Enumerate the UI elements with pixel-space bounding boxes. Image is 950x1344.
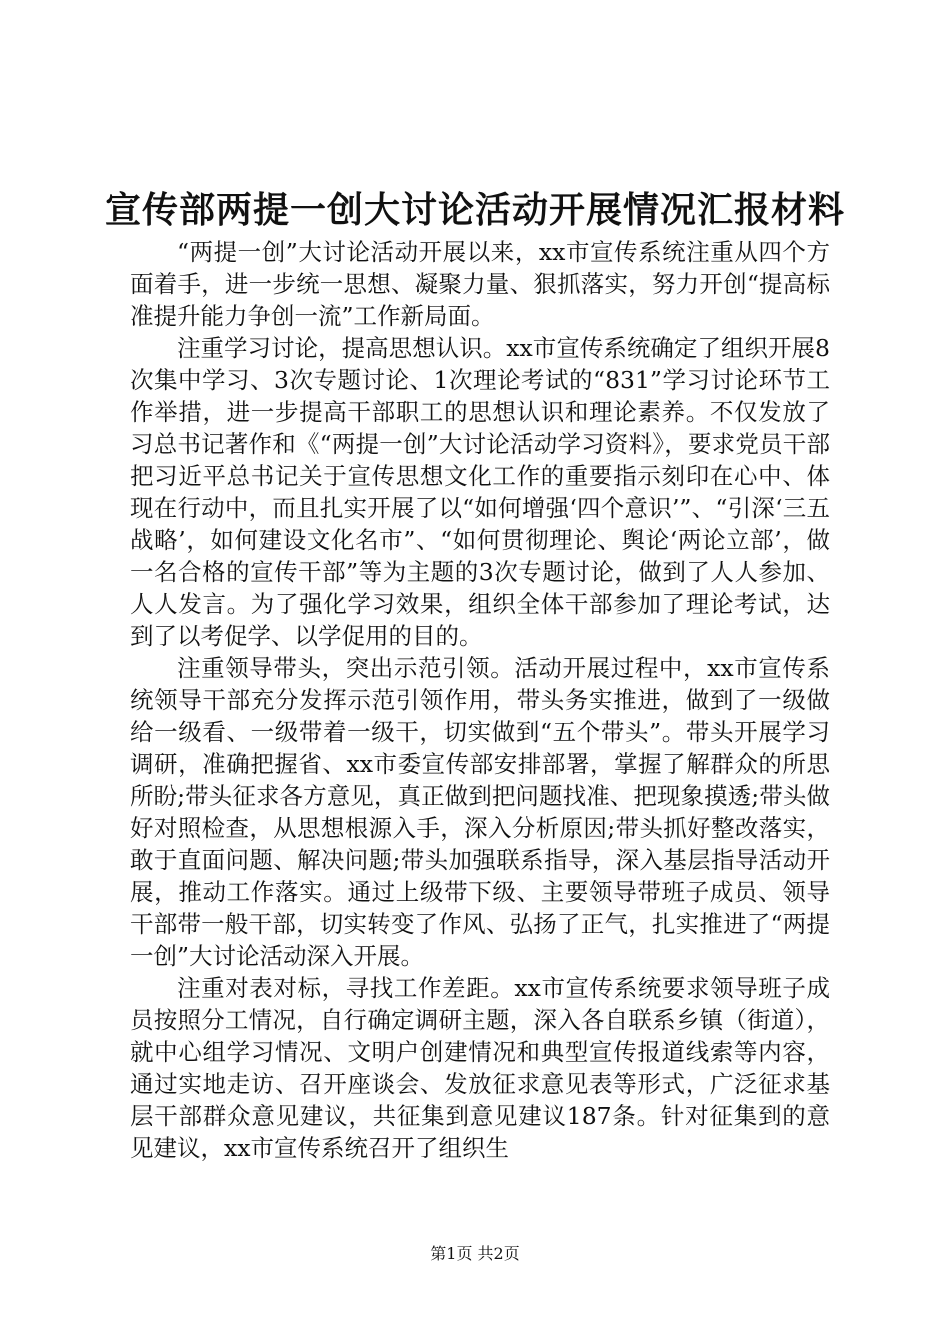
document-title: 宣传部两提一创大讨论活动开展情况汇报材料 [104,189,845,231]
document-body [130,236,830,1164]
paragraph-study-discussion: 注重学习讨论，提高思想认识。xx市宣传系统确定了组织开展8次集中学习、3次专题讨论、1次理论考试的“831”学习讨论环节工作举措，进一步提高干部职工的思想认识和理论素养。不仅发放了习总书记著作和《“两提一创”大讨论活动学习资料》，要求党员干部把习近平总书记关于宣传思想文化工作的重要指示刻印在心中、体现在行动中，而且扎实开展了以“如何增强‘四个意识’”、“引深‘三五战略’，如何建设文化名市”、“如何贯彻理论、舆论‘两论立部’，做一名合格的宣传干部”等为主题的3次专题讨论，做到了人人参加、人人发言。为了强化学习效果，组织全体干部参加了理论考试，达到了以考促学、以学促用的目的。 [130,334,830,650]
paragraph-benchmarking: 注重对表对标，寻找工作差距。xx市宣传系统要求领导班子成员按照分工情况，自行确定调研主题，深入各自联系乡镇（街道），就中心组学习情况、文明户创建情况和典型宣传报道线索等内容，通过实地走访、召开座谈会、发放征求意见表等形式，广泛征求基层干部群众意见建议，共征集到意见建议187条。针对征集到的意见建议，xx市宣传系统召开了组织生 [130,974,830,1162]
paragraph-leadership: 注重领导带头，突出示范引领。活动开展过程中，xx市宣传系统领导干部充分发挥示范引领作用，带头务实推进，做到了一级做给一级看、一级带着一级干，切实做到“五个带头”。带头开展学习调研，准确把握省、xx市委宣传部安排部署，掌握了解群众的所思所盼;带头征求各方意见，真正做到把问题找准、把现象摸透;带头做好对照检查，从思想根源入手，深入分析原因;带头抓好整改落实，敢于直面问题、解决问题;带头加强联系指导，深入基层指导活动开展，推动工作落实。通过上级带下级、主要领导带班子成员、领导干部带一般干部，切实转变了作风、弘扬了正气，扎实推进了“两提一创”大讨论活动深入开展。 [130,654,830,970]
paragraph-intro: “两提一创”大讨论活动开展以来，xx市宣传系统注重从四个方面着手，进一步统一思想、凝聚力量、狠抓落实，努力开创“提高标准提升能力争创一流”工作新局面。 [130,238,830,330]
page-number-footer: 第1页 共2页 [430,1244,520,1263]
